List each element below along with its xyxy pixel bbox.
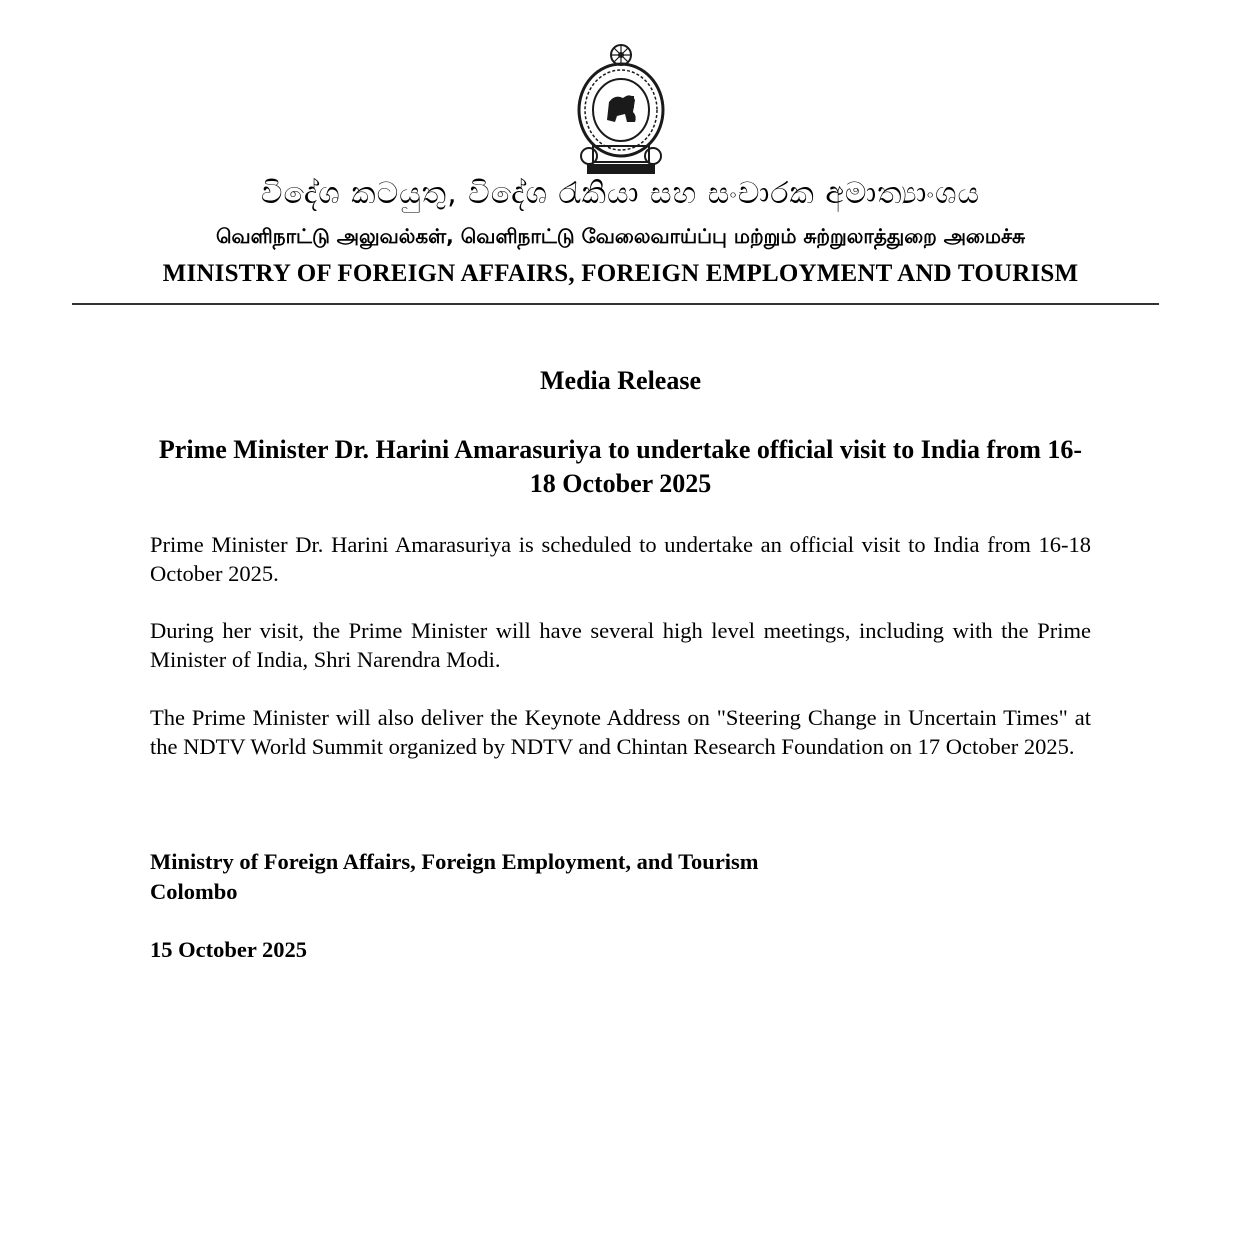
signature-city: Colombo — [150, 879, 238, 904]
signature-organization: Ministry of Foreign Affairs, Foreign Employment, and Tourism — [150, 849, 759, 874]
header-divider — [72, 303, 1159, 305]
release-date: 15 October 2025 — [150, 937, 308, 962]
ministry-name-tamil: வெளிநாட்டு அலுவல்கள், வெளிநாட்டு வேலைவாய்ப்பு மற்றும் சுற்றுலாத்துறை அமைச்சு — [215, 224, 1026, 248]
national-emblem — [575, 42, 667, 176]
release-type-heading: Media Release — [539, 366, 701, 395]
body-paragraph-2: During her visit, the Prime Minister will have several high level meetings, including with the Prime Minister of India, Shri Narendra Modi. — [150, 618, 1091, 672]
body-paragraph-3: The Prime Minister will also deliver the Keynote Address on "Steering Change in Uncertain Times" at the NDTV World Summit organized by NDTV and Chintan Research Foundation on 17 October 2025. — [150, 705, 1091, 759]
release-headline: Prime Minister Dr. Harini Amarasuriya to undertake official visit to India from 16-18 October 2025 — [158, 435, 1083, 498]
ministry-name-english: MINISTRY OF FOREIGN AFFAIRS, FOREIGN EMPLOYMENT AND TOURISM — [162, 260, 1079, 287]
body-paragraph-1: Prime Minister Dr. Harini Amarasuriya is scheduled to undertake an official visit to India from 16-18 October 2025. — [150, 532, 1091, 586]
ministry-name-sinhala: විදේශ කටයුතු, විදේශ රැකියා සහ සංචාරක අමාත්‍යාංශය — [260, 176, 981, 211]
